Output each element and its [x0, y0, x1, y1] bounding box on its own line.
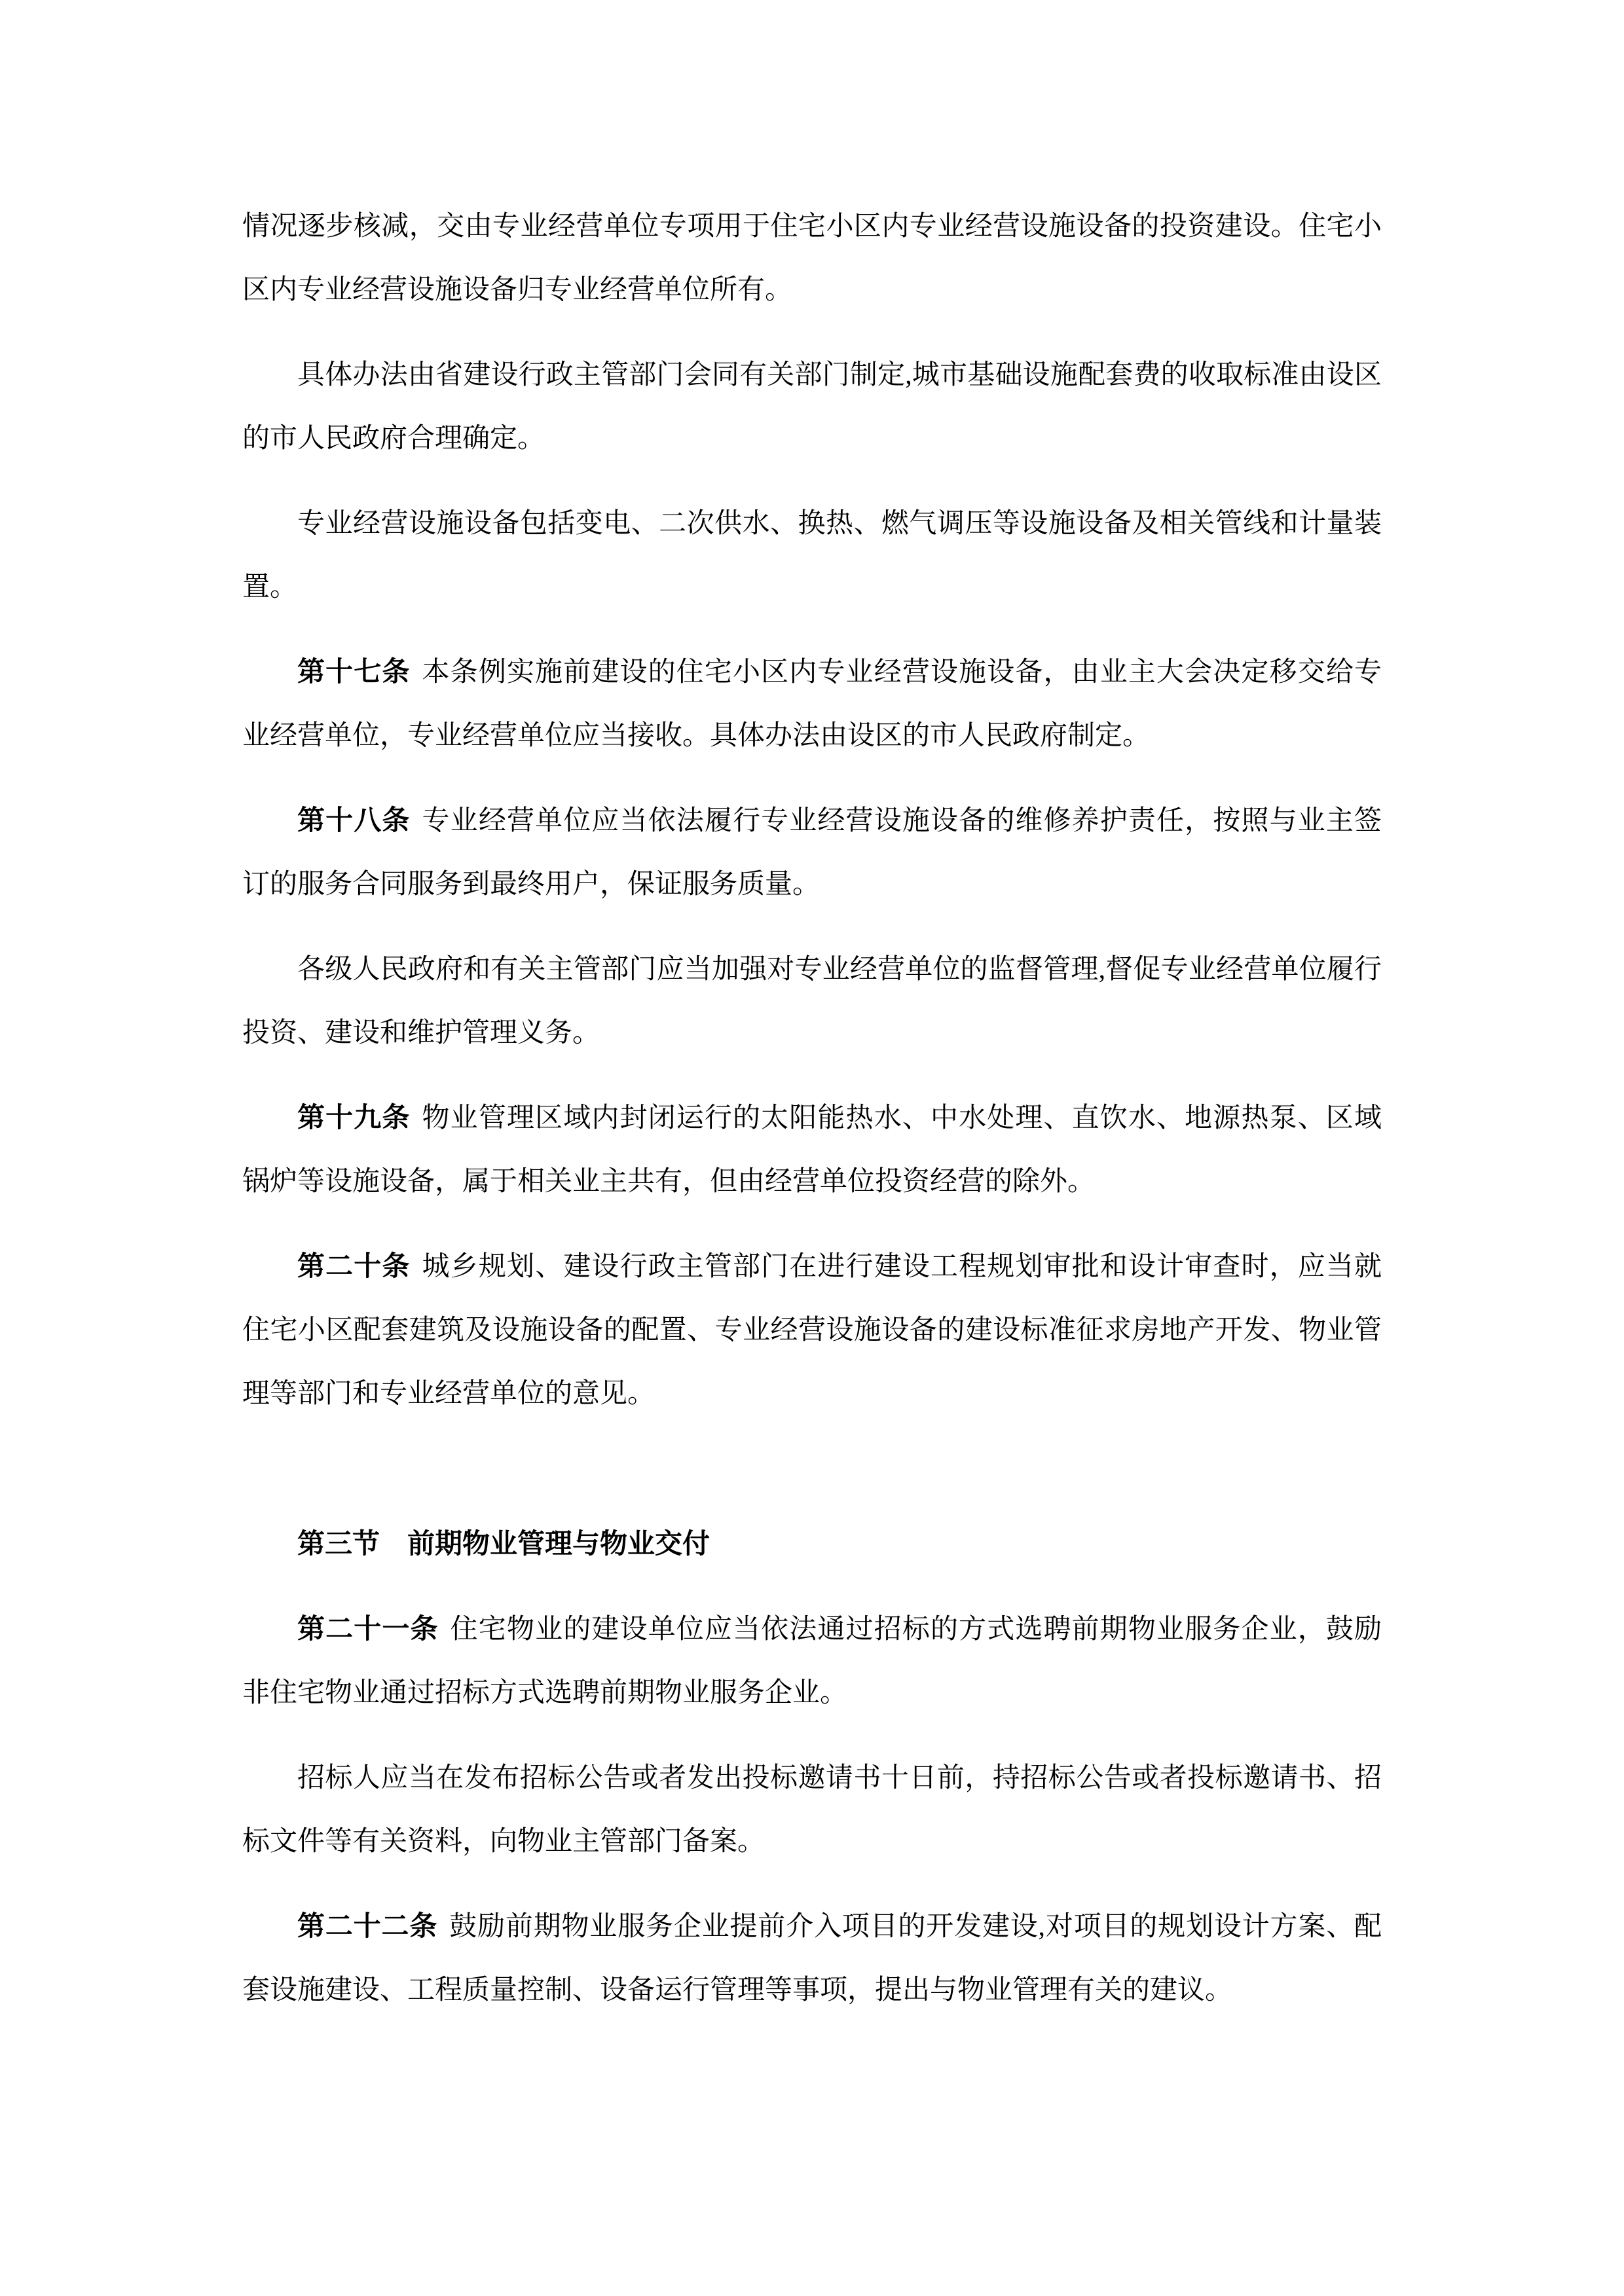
- paragraph: [242, 344, 1382, 471]
- paragraph-article-17: [242, 641, 1382, 768]
- section-heading: [242, 1513, 1382, 1576]
- paragraph-text: 住宅物业的建设单位应当依法通过招标的方式选聘前期物业服务企业，鼓励非住宅物业通过招标方式选聘前期物业服务企业。: [242, 1614, 1382, 1708]
- paragraph-text: 城乡规划、建设行政主管部门在进行建设工程规划审批和设计审查时，应当就住宅小区配套建筑及设施设备的配置、专业经营设施设备的建设标准征求房地产开发、物业管理等部门和专业经营单位的意见。: [242, 1252, 1382, 1409]
- article-number: 第二十条: [297, 1252, 411, 1282]
- paragraph-article-20: [242, 1235, 1382, 1426]
- paragraph-text: 鼓励前期物业服务企业提前介入项目的开发建设,对项目的规划设计方案、配套设施建设、工程质量控制、设备运行管理等事项，提出与物业管理有关的建议。: [242, 1912, 1382, 2005]
- article-number: 第二十二条: [297, 1912, 438, 1942]
- paragraph: [242, 492, 1382, 619]
- article-number: 第二十一条: [297, 1614, 439, 1645]
- paragraph-text: 本条例实施前建设的住宅小区内专业经营设施设备，由业主大会决定移交给专业经营单位，专业经营单位应当接收。具体办法由设区的市人民政府制定。: [242, 657, 1382, 751]
- paragraph: [242, 1747, 1382, 1874]
- paragraph-text: 物业管理区域内封闭运行的太阳能热水、中水处理、直饮水、地源热泵、区域锅炉等设施设备，属于相关业主共有，但由经营单位投资经营的除外。: [242, 1103, 1382, 1197]
- article-number: 第十七条: [297, 657, 411, 687]
- paragraph-text: 具体办法由省建设行政主管部门会同有关部门制定,城市基础设施配套费的收取标准由设区的市人民政府合理确定。: [242, 360, 1382, 454]
- paragraph-continuation: [242, 195, 1382, 322]
- paragraph-text: 专业经营单位应当依法履行专业经营设施设备的维修养护责任，按照与业主签订的服务合同服务到最终用户，保证服务质量。: [242, 806, 1382, 900]
- paragraph-article-19: [242, 1087, 1382, 1214]
- paragraph-article-21: [242, 1598, 1382, 1725]
- paragraph-text: 专业经营设施设备包括变电、二次供水、换热、燃气调压等设施设备及相关管线和计量装置。: [242, 509, 1382, 602]
- section-title: 前期物业管理与物业交付: [407, 1529, 710, 1559]
- section-number: 第三节: [297, 1529, 380, 1559]
- article-number: 第十九条: [297, 1103, 411, 1133]
- document-content: [242, 0, 1382, 2044]
- article-number: 第十八条: [297, 806, 411, 836]
- paragraph-text: 情况逐步核减，交由专业经营单位专项用于住宅小区内专业经营设施设备的投资建设。住宅小区内专业经营设施设备归专业经营单位所有。: [242, 211, 1382, 305]
- paragraph-text: 招标人应当在发布招标公告或者发出投标邀请书十日前，持招标公告或者投标邀请书、招标文件等有关资料，向物业主管部门备案。: [242, 1763, 1382, 1857]
- paragraph-article-22: [242, 1895, 1382, 2022]
- paragraph-text: 各级人民政府和有关主管部门应当加强对专业经营单位的监督管理,督促专业经营单位履行投资、建设和维护管理义务。: [242, 955, 1382, 1048]
- paragraph-article-18: [242, 790, 1382, 917]
- paragraph: [242, 938, 1382, 1065]
